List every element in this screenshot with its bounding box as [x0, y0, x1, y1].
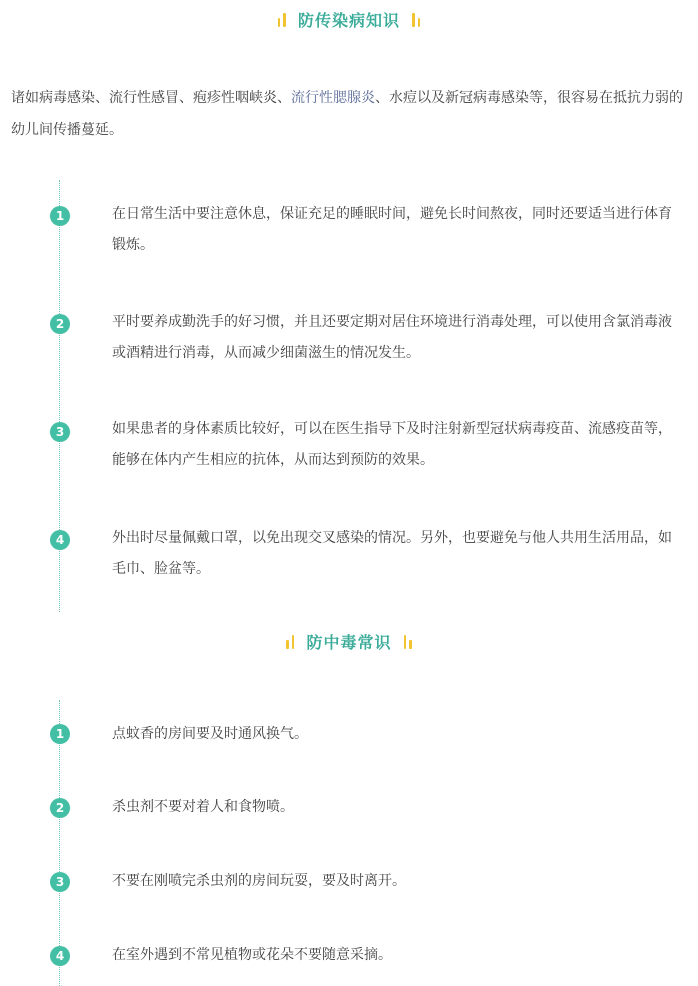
- step-text: 平时要养成勤洗手的好习惯，并且还要定期对居住环境进行消毒处理，可以使用含氯消毒液或酒精进行消毒，从而减少细菌滋生的情况发生。: [112, 314, 672, 361]
- section-heading-poisoning: [0, 626, 698, 656]
- step-text: 点蚊香的房间要及时通风换气。: [112, 726, 308, 742]
- intro-paragraph: [11, 82, 691, 146]
- intro-highlight: 流行性腮腺炎: [291, 90, 375, 106]
- step-number-badge: 3: [50, 422, 70, 442]
- section-title: 防中毒常识: [306, 632, 392, 652]
- section-heading-infectious: [0, 4, 698, 34]
- step-text: 杀虫剂不要对着人和食物喷。: [112, 799, 294, 815]
- step-text: 如果患者的身体素质比较好，可以在医生指导下及时注射新型冠状病毒疫苗、流感疫苗等，能够在体内产生相应的抗体，从而达到预防的效果。: [112, 421, 672, 468]
- step-text: 在室外遇到不常见植物或花朵不要随意采摘。: [112, 947, 392, 963]
- left-bars-icon: [286, 633, 294, 649]
- step-number-badge: 4: [50, 530, 70, 550]
- intro-text-start: 诸如病毒感染、流行性感冒、疱疹性咽峡炎、: [11, 90, 291, 106]
- intro-text-end: 、水痘以及新冠病毒感染等，很容易在抵抗力弱的幼儿间传播蔓延。: [11, 90, 683, 138]
- right-bars-icon: [412, 11, 420, 27]
- step-text: 外出时尽量佩戴口罩，以免出现交叉感染的情况。另外，也要避免与他人共用生活用品，如毛巾、脸盆等。: [112, 530, 672, 577]
- step-number-badge: 1: [50, 206, 70, 226]
- step-number-badge: 2: [50, 798, 70, 818]
- right-bars-icon: [404, 633, 412, 649]
- left-bars-icon: [278, 11, 286, 27]
- step-number-badge: 1: [50, 724, 70, 744]
- step-number-badge: 4: [50, 946, 70, 966]
- step-number-badge: 3: [50, 872, 70, 892]
- section-title: 防传染病知识: [297, 10, 400, 30]
- step-number-badge: 2: [50, 314, 70, 334]
- step-text: 在日常生活中要注意休息，保证充足的睡眠时间，避免长时间熬夜，同时还要适当进行体育锻炼。: [112, 206, 672, 253]
- step-text: 不要在刚喷完杀虫剂的房间玩耍，要及时离开。: [112, 873, 406, 889]
